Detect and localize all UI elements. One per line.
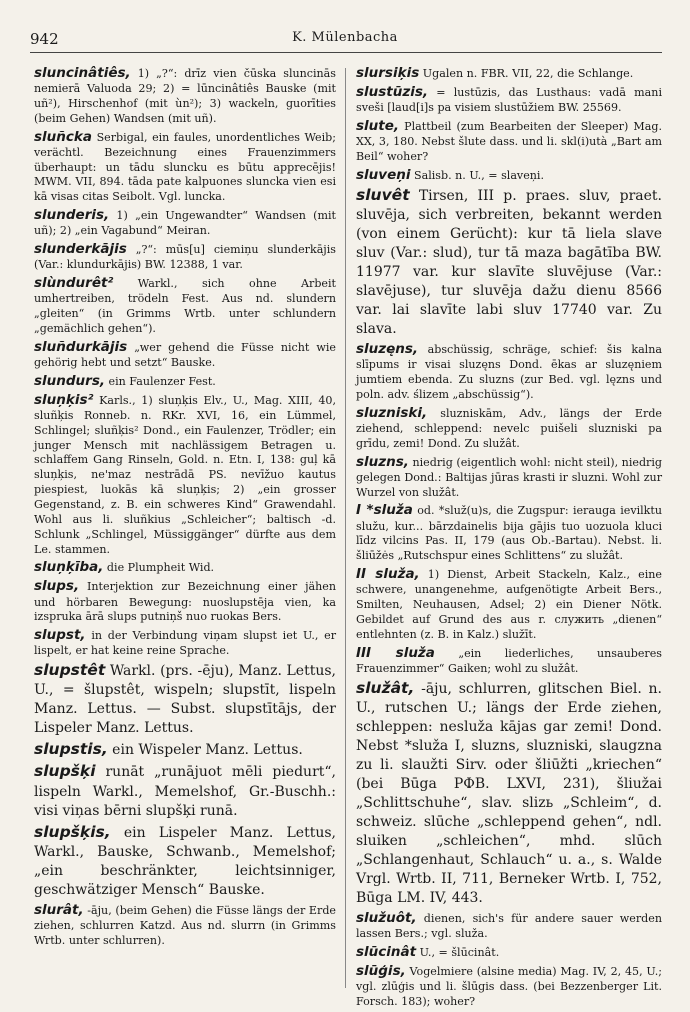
dictionary-entry: [356, 185, 662, 339]
entry-definition: Warkl., sich ohne Arbeit umhertreiben, trödeln Fest. Aus nd. slundern „gleiten“ (in Grimms Wrtb. unter schlundern „gemächlich gehen“).: [34, 277, 336, 335]
entry-definition: -āju, (beim Gehen) die Füsse längs der Erde ziehen, schlurren Katzd. Aus nd. slurrn (in Grimms Wrtb. unter schlurren).: [34, 903, 336, 947]
dictionary-entry: [356, 565, 662, 643]
entry-definition: niedrig (eigentlich wohl: nicht steil), niedrig gelegen Dond.: Baltijas jūras krasti ir sluzni. Wohl zur Wurzel von služât.: [356, 455, 662, 499]
entry-definition: Salisb. n. U., = slaveņi.: [410, 168, 544, 182]
entry-headword: služuôt,: [356, 909, 417, 926]
dictionary-entry: [34, 206, 336, 239]
entry-definition: Ugalen n. FBR. VII, 22, die Schlange.: [419, 67, 634, 80]
dictionary-entry: [356, 64, 662, 82]
entry-headword: slursiķis: [356, 65, 420, 81]
dictionary-entry: [34, 901, 336, 949]
entry-headword: slùndurêt²: [34, 275, 114, 292]
entry-headword: sluzęns,: [356, 341, 419, 358]
entry-definition: „?“: mūs[u] ciemiņu slunderkājis (Var.: klundurkājis) BW. 12388, 1 var.: [34, 243, 336, 272]
right-column: [356, 64, 663, 1008]
entry-headword: slurât,: [34, 901, 84, 918]
entry-headword: slupšķi: [34, 762, 96, 781]
entry-definition: Serbigal, ein faules, unordentliches Weib; verächtl. Bezeichnung eines Frauenzimmers überhaupt: un tādu sluncku es būtu apprecējis! MWM. VII, 894. tāda pate kalpuones sluncka vien esi kā visas citas Seibolt. Vgl. luncka.: [34, 130, 336, 204]
entry-definition: ein Faulenzer Fest.: [104, 374, 216, 388]
entry-definition: -āju, schlurren, glitschen Biel. n. U., rutschen U.; längs der Erde ziehen, schleppen: nesluža kājas gar zemi! Dond. Nebst *služa I, sluzns, sluzniski, slaugzna zu li. slaužti Sirv. oder šliūžti „kriechen“ (bei Būga PФВ. LXVI, 231), šliužai „Schlittschuhe“, slav. slizь „Schleim“, d. schweiz. slūche „schleppend gehen“, ndl. sluiken „schleichen“, mhd. slūch „Schlangenhaut, Schlauch“ u. a., s. Walde Vrgl. Wrtb. II, 711, Berneker Wrtb. I, 752, Būga LM. IV, 443.: [356, 680, 662, 906]
dictionary-entry: [34, 64, 336, 127]
dictionary-entry: [34, 822, 336, 900]
dictionary-entry: [356, 678, 662, 908]
column-divider: [345, 68, 346, 988]
entry-definition: in der Verbindung viņam slupst iet U., er lispelt, er hat keine reine Sprache.: [34, 629, 336, 658]
page-header: [30, 30, 660, 52]
entry-headword: sluzns,: [356, 453, 409, 470]
entry-definition: abschüssig, schräge, schief: šis kalna slīpums ir visai sluzęns Dond. ēkas ar sluzęniem jumtiem ebenda. Zu sluzns (zur Bed. vgl. lęzns und poln. adv. ślizem „abschüssig“).: [356, 343, 662, 401]
header-rule: [30, 52, 662, 53]
dictionary-entry: [356, 453, 662, 501]
page-number: 942: [30, 30, 59, 48]
dictionary-entry: [34, 391, 336, 558]
entry-definition: 1) „ein Ungewandter“ Wandsen (mit uñ); 2) „ein Vagabund“ Meiran.: [34, 209, 336, 238]
entry-headword: sluņķis²: [34, 391, 94, 408]
dictionary-entry: [356, 166, 662, 184]
dictionary-entry: [34, 558, 336, 576]
entry-definition: Tirsen, III p. praes. sluv, praet. sluvēja, sich verbreiten, bekannt werden (von einem Gerücht): kur tā liela slave sluv (Var.: slud), tur tā maza bagātība BW. 11977 var. kur slavīte sluvējuse (Var.: slavējuse), tur sluvēja dažu dienu 8566 var. lai slavīte labi sluv 17740 var. Zu slava.: [356, 187, 662, 338]
dictionary-entry: [34, 338, 336, 371]
dictionary-entry: [356, 404, 662, 452]
dictionary-entry: [356, 909, 662, 942]
left-column: [34, 64, 336, 999]
entry-headword: slunderis,: [34, 207, 110, 224]
entry-headword: slute,: [356, 118, 400, 135]
entry-definition: runāt „runājuot mēli piedurt“, lispeln Warkl., Memelshof, Gr.-Buschh.: visi viņas bērni slupšķi runā.: [34, 764, 336, 819]
entry-definition: sluzniskām, Adv., längs der Erde ziehend, schleppend: nevelc puišeli sluzniski pa grīdu, zemi! Dond. Zu služât.: [356, 406, 662, 450]
entry-definition: U., = šlūcinât.: [416, 945, 500, 959]
dictionary-entry: [356, 644, 662, 677]
entry-definition: „ein liederliches, unsauberes Frauenzimmer“ Gaiken; wohl zu služât.: [356, 646, 662, 675]
dictionary-entry: [34, 660, 336, 738]
entry-definition: Karls., 1) sluņķis Elv., U., Mag. XIII, 40, sluñķis Ronneb. n. RKr. XVI, 16, ein Lümmel, Schlingel; sluñķis² Dond., ein Faulenzer, Trödler; ein junger Mensch mit nachlässigem Betragen u. schlaffem Gang Rinseln, Gold. n. Etn. I, 138: guļ kā sluņķis, ne'maz nestrādā PS. nevīžuo kautus piespiest, luokās kā sluņķis; 2) „ein grosser Gegenstand, z. B. ein schweres Kind“ Grawendahl. Wohl aus li. sluñkius „Schleicher“; baltisch -d. Schlunk „Schlingel, Müssiggänger“ dürfte aus dem Le. stammen.: [34, 393, 336, 556]
entry-headword: sluñcka: [34, 128, 92, 145]
entry-headword: služât,: [356, 678, 415, 697]
dictionary-entry: [356, 962, 662, 1010]
dictionary-entry: [356, 943, 662, 961]
dictionary-entry: [356, 83, 662, 116]
dictionary-entry: [34, 626, 336, 659]
entry-headword: sluvêt: [356, 185, 410, 204]
entry-definition: ein Lispeler Manz. Lettus, Warkl., Bauske, Schwanb., Memelshof; „ein beschränkter, leichtsinniger, geschwätziger Mensch“ Bauske.: [34, 824, 336, 898]
dictionary-entry: [34, 739, 336, 760]
entry-definition: 1) Dienst, Arbeit Stackeln, Kalz., eine schwere, unangenehme, aufgenötigte Arbeit Bers., Smilten, Neuhausen, Adsel; 2) ein Diener Nötk. Gebildet auf Grund des aus r. служить „dienen“ entlehnten (z. B. in Kalz.) služīt.: [356, 568, 662, 641]
entry-definition: od. *služ(u)s, die Zugspur: ierauga ievilktu služu, kur... bārzdainelis bija gājis tuo uozuola kluci līdz vilcins Pas. II, 179 (aus Ob.-Bartau). Nebst. li. šliūžės „Rutschspur eines Schlittens“ zu služât.: [356, 504, 663, 563]
dictionary-entry: [34, 761, 336, 820]
entry-headword: slustūzis,: [356, 84, 429, 101]
entry-headword: slupšķis,: [34, 822, 111, 841]
entry-definition: = lustūzis, das Lusthaus: vadā mani sveši [laud[i]s pa visiem slustūžiem BW. 25569.: [356, 86, 662, 115]
entry-definition: ein Wispeler Manz. Lettus.: [107, 742, 303, 759]
entry-headword: slundurs,: [34, 372, 105, 389]
entry-definition: die Plumpheit Wid.: [103, 561, 215, 575]
entry-headword: sluncinâtiês,: [34, 65, 131, 81]
entry-headword: sluņķība,: [34, 559, 104, 576]
entry-headword: slūģis,: [356, 962, 406, 979]
entry-headword: sluveņi: [356, 166, 411, 183]
entry-headword: sluñdurkājis: [34, 338, 128, 355]
dictionary-entry: [356, 340, 662, 403]
running-title: K. Mülenbacha: [292, 30, 398, 45]
entry-definition: dienen, sich's für andere sauer werden lassen Bers.; vgl. služa.: [356, 911, 662, 941]
entry-definition: Warkl. (prs. -ēju), Manz. Lettus, U., = šlupstêt, wispeln; slupstīt, lispeln Manz. Lettus. — Subst. slupstītājs, der Lispeler Manz. Lettus.: [34, 663, 336, 737]
dictionary-entry: [34, 372, 336, 390]
entry-headword: II služa,: [356, 566, 420, 583]
entry-headword: slupst,: [34, 627, 86, 644]
entry-headword: slunderkājis: [34, 241, 127, 258]
entry-definition: Plattbeil (zum Bearbeiten der Sleeper) Mag. XX, 3, 180. Nebst šlute dass. und li. skl(i)utà „Bart am Beil“ woher?: [356, 120, 662, 163]
entry-headword: slūcinât: [356, 943, 417, 960]
dictionary-entry: [356, 117, 662, 165]
dictionary-entry: [34, 577, 336, 625]
entry-definition: „wer gehend die Füsse nicht wie gehörig hebt und setzt“ Bauske.: [34, 340, 336, 369]
entry-headword: sluzniski,: [356, 404, 428, 421]
entry-headword: slups,: [34, 578, 80, 595]
entry-definition: Vogelmiere (alsine media) Mag. IV, 2, 45, U.; vgl. zlūģis und li. šlūgis dass. (bei Bezzenberger Lit. Forsch. 183); woher?: [356, 964, 662, 1008]
entry-headword: III služa: [356, 644, 435, 661]
dictionary-entry: [34, 240, 336, 273]
dictionary-entry: [356, 501, 662, 564]
entry-headword: slupstêt: [34, 661, 106, 680]
dictionary-entry: [34, 128, 336, 206]
entry-definition: 1) „?“: drīz vien čūska sluncinās nemierā Valuoda 29; 2) = lūncinâtiês Bauske (mit uñ²), Hirschenhof (mit ùn²); 3) wackeln, guorīties (beim Gehen) Wandsen (mit uñ).: [34, 67, 336, 125]
dictionary-entry: [34, 274, 336, 337]
entry-headword: I *služa: [356, 502, 413, 519]
entry-headword: slupstis,: [34, 740, 108, 759]
entry-definition: Interjektion zur Bezeichnung einer jähen und hörbaren Bewegung: nuoslupstēja vien, ka izspruka ārā slups putniņš nuo ruokas Bers.: [34, 580, 336, 624]
